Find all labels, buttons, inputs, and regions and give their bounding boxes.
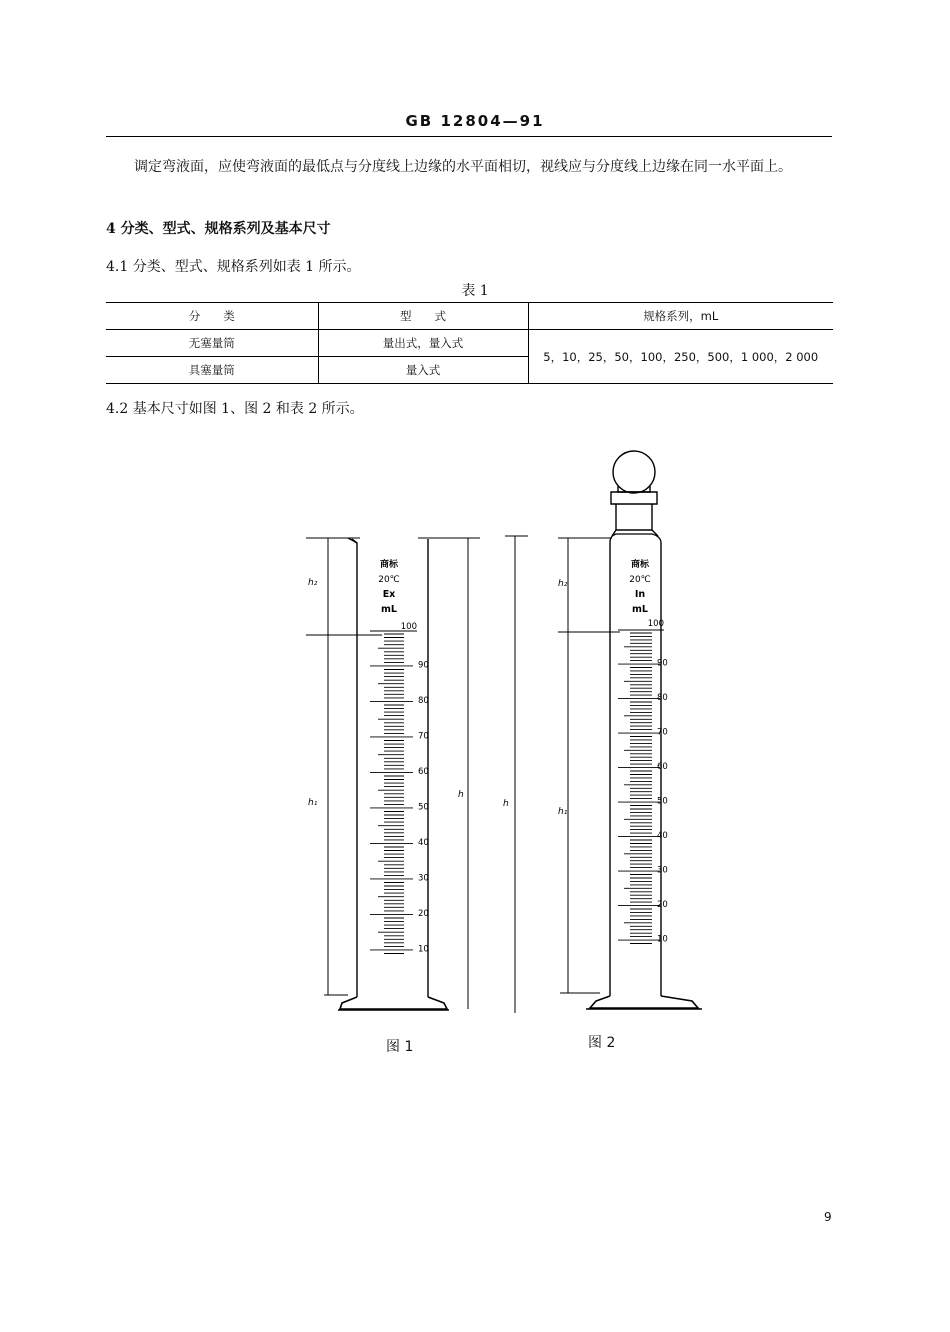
figure-1-caption: 图 1 xyxy=(386,1039,414,1055)
scale-labels xyxy=(418,661,429,955)
cell-category: 具塞量筒 xyxy=(106,357,318,384)
table-1-caption: 表 1 xyxy=(461,283,489,299)
dim-h: h xyxy=(503,799,509,809)
scale-label: 50 xyxy=(657,796,668,807)
scale-label: 60 xyxy=(657,762,668,772)
figure-2-cylinder xyxy=(500,448,715,1016)
section-4-1: 4.1 分类、型式、规格系列如表 1 所示。 xyxy=(106,259,361,275)
scale-label: 90 xyxy=(657,658,668,669)
scale-label: 30 xyxy=(418,873,429,884)
scale-label: 50 xyxy=(418,802,429,813)
dim-h: h xyxy=(458,790,464,800)
scale-label: 40 xyxy=(657,831,668,841)
cell-category: 无塞量筒 xyxy=(106,330,318,357)
label-line-0: 商标 xyxy=(630,560,650,570)
header-rule xyxy=(106,136,832,137)
label-line-1: 20℃ xyxy=(378,575,400,585)
dim-h2: h₂ xyxy=(558,579,568,589)
top-mark: 100 xyxy=(647,619,664,629)
th-category: 分 类 xyxy=(106,303,318,330)
cylinder-base xyxy=(340,997,447,1009)
label-line-2: Ex xyxy=(382,589,396,600)
label-line-3: mL xyxy=(381,604,397,615)
scale-label: 80 xyxy=(418,696,429,706)
stopper xyxy=(611,451,657,530)
label-line-2: In xyxy=(634,589,646,600)
scale-label: 30 xyxy=(657,865,668,876)
paragraph-meniscus: 调定弯液面，应使弯液面的最低点与分度线上边缘的水平面相切，视线应与分度线上边缘在同一水平面上。 xyxy=(134,159,792,175)
cell-type: 量出式，量入式 xyxy=(318,330,528,357)
label-line-1: 20℃ xyxy=(629,575,651,585)
scale-label: 60 xyxy=(418,767,429,777)
standard-header: GB 12804—91 xyxy=(405,112,545,130)
th-spec: 规格系列，mL xyxy=(528,303,833,330)
section-4-2: 4.2 基本尺寸如图 1、图 2 和表 2 所示。 xyxy=(106,401,364,417)
cylinder-base xyxy=(590,996,698,1008)
page-number: 9 xyxy=(824,1210,832,1224)
th-type: 型 式 xyxy=(318,303,528,330)
scale-label: 10 xyxy=(657,934,668,945)
scale-label: 10 xyxy=(418,944,429,955)
cell-spec-series: 5，10，25，50，100，250，500，1 000，2 000 xyxy=(528,330,833,384)
scale-label: 70 xyxy=(418,731,429,742)
figure-1-cylinder xyxy=(300,525,480,1015)
table-row xyxy=(106,330,833,357)
dim-h1: h₁ xyxy=(308,798,318,808)
label-line-3: mL xyxy=(632,604,648,615)
table-header-row xyxy=(106,303,833,330)
figure-2-caption: 图 2 xyxy=(588,1035,616,1051)
scale-ticks xyxy=(618,633,660,944)
scale-label: 20 xyxy=(418,909,429,919)
table-1 xyxy=(106,302,833,384)
scale-label: 70 xyxy=(657,727,668,738)
label-line-0: 商标 xyxy=(379,560,399,570)
section-4-heading: 4 分类、型式、规格系列及基本尺寸 xyxy=(106,221,331,237)
top-mark: 100 xyxy=(400,622,417,632)
dimension-lines xyxy=(505,536,620,1013)
dim-h1: h₁ xyxy=(558,807,568,817)
cell-type: 量入式 xyxy=(318,357,528,384)
scale-label: 20 xyxy=(657,900,668,910)
scale-label: 40 xyxy=(418,838,429,848)
scale-ticks xyxy=(370,634,413,954)
scale-label: 80 xyxy=(657,693,668,703)
scale-label: 90 xyxy=(418,660,429,671)
dim-h2: h₂ xyxy=(308,578,318,588)
scale-labels xyxy=(657,659,668,945)
